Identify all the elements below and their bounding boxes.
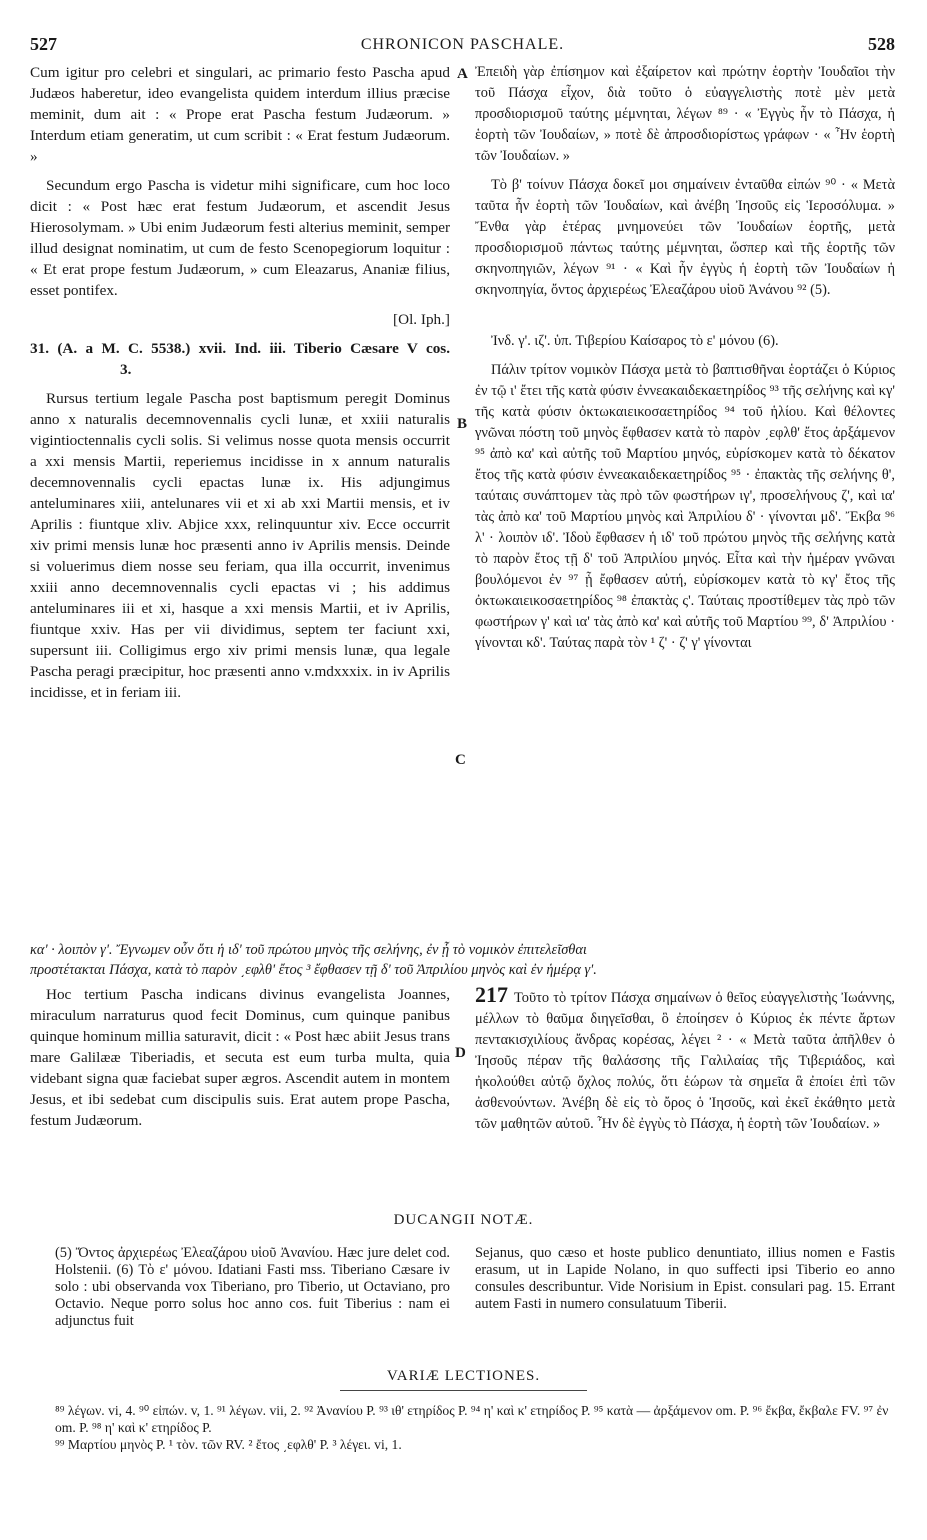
margin-letter-c: C — [455, 752, 466, 768]
margin-letter-d: D — [455, 1045, 466, 1061]
greek-paragraph-1: Ἐπειδὴ γὰρ ἐπίσημον καὶ ἐξαίρετον καὶ πρώτην ἑορτὴν Ἰουδαῖοι τὴν τοῦ Πάσχα εἶχον, διὰ τοῦτο ὁ εὐαγγελιστὴς ποτὲ μὲν μετὰ προσδιορισμοῦ ταύτης μέμνηται, λέγων ⁸⁹ · « Ἐγγὺς ἦν τὸ Πάσχα, ἡ ἑορτὴ τῶν Ἰουδαίων, » ποτὲ δὲ ἀπροσδιορίστως γράφων · « Ἦν ἑορτὴ τῶν Ἰουδαίων. » — [475, 64, 895, 164]
greek-paragraph-2: Τὸ β' τοίνυν Πάσχα δοκεῖ μοι σημαίνειν ἐνταῦθα εἰπών ⁹⁰ · « Μετὰ ταῦτα ἦν ἑορτὴ τῶν Ἰουδαίων, καὶ ἀνέβη Ἰησοῦς εἰς Ἱεροσόλυμα. » Ἔνθα γὰρ ἑτέρας μνημονεύει τῶν Ἰουδαίων ἑορτῆς, μετὰ προσδιορισμοῦ πάντως ταύτης μέμνηται, ὥσπερ καὶ τῆς ἑορτῆς τῶν σκηνοπηγιῶν, λέγων ⁹¹ · « Καὶ ἦν ἐγγὺς ἡ ἑορτὴ τῶν Ἰουδαίων ἡ σκηνοπηγία, ὄντος ἀρχιερέως Ἐλεαζάρου υἱοῦ Ἀνάνου ⁹² (5). — [475, 177, 895, 298]
olympiad-marker: [Ol. Iph.] — [393, 311, 450, 328]
greek-column-lower — [475, 984, 895, 1143]
latin-paragraph-2: Secundum ergo Pascha is videtur mihi significare, cum hoc loco dicit : « Post hæc erat festum Judæorum, et ascendit Jesus Hierosolymam. » Ubi enim Judæorum festi alterius meminit, semper illud designat nominatim, ut cum de festo Scenopegiorum loquitur : « Et erat prope festum Judæorum, » cum Eleazarus, Ananiæ filius, esset pontifex. — [30, 177, 450, 299]
greek-paragraph-4-text: Τοῦτο τὸ τρίτον Πάσχα σημαίνων ὁ θεῖος εὐαγγελιστὴς Ἰωάννης, μέλλων τὸ θαῦμα διηγεῖσθαι, ὃ ἐποίησεν ὁ Κύριος ἐκ πέντε ἄρτων πεντακισχιλίους ἄνδρας κορέσας, λέγει ² · « Μετὰ ταῦτα ἀπῆλθεν ὁ Ἰησοῦς πέραν τῆς θαλάσσης τῆς Γαλιλαίας τῆς Τιβεριάδος, καὶ ἠκολούθει αὐτῷ ὄχλος πολύς, ὅτι ἑώρων τὰ σημεῖα ἃ ἐποίει ἐπὶ τῶν ἀσθενούντων. Ἀνέβη δὲ εἰς τὸ ὄρος ὁ Ἰησοῦς, καὶ ἐκεῖ ἐκάθητο μετὰ τῶν μαθητῶν αὐτοῦ. Ἦν δὲ ἐγγὺς τὸ Πάσχα, ἡ ἑορτὴ τῶν Ἰουδαίων. » — [475, 990, 895, 1132]
latin-entry-heading-text: 31. (A. a M. C. 5538.) xvii. Ind. iii. Tiberio Cæsare V cos. — [30, 340, 450, 357]
page-number-left: 527 — [30, 34, 57, 54]
latin-paragraph-3: Rursus tertium legale Pascha post baptismum peregit Dominus anno x naturalis decemnovennalis cycli lunæ, et xxiii naturalis vigintioctennalis cycli solis. Si velimus nosse quota mensis occurrit a xxi mensis Martii, reperiemus incidisse in x annum naturalis decemnovennalis cycli epactas lunæ ix. His adjungimus anteluminares xiii, antelunares vii et xi ab xxi Martii mensis, et iv Aprilis : fiuntque xliv. Abjice xxx, relinquuntur xiv. Ecce occurrit xiv primi mensis lunæ hoc præsenti anno iv Aprilis mensis. Deinde si voluerimus diem nosse seu feriam, qua illa occurrit, invenimus xxiii anno decemnovennalis cycli epactas vi ; his addimus anteluminares iii et xi, hasque a xxi mensis Martii, et iv Aprilis, fiuntque xxiv. Has per vii dividimus, septem ter faciunt xxi, supersunt iii. Colligimus ergo xiv primi mensis lunæ, qua legale Pascha peragi præcipitur, hoc præsenti anno v.mdxxxix. in iv Aprilis incidisse, et in feriam iii. — [30, 390, 450, 701]
column-number-217: 217 — [475, 982, 508, 1007]
latin-column-upper — [30, 62, 450, 711]
variae-title: VARIÆ LECTIONES. — [386, 1368, 541, 1384]
full-width-line-1: κα' · λοιπὸν γ'. Ἔγνωμεν οὖν ὅτι ἡ ιδ' τοῦ πρώτου μηνὸς τῆς σελήνης, ἐν ᾗ τὸ νομικὸν ἐπιτελεῖσθαι — [30, 942, 587, 958]
variae-rule — [340, 1390, 587, 1391]
greek-paragraph-3: Πάλιν τρίτον νομικὸν Πάσχα μετὰ τὸ βαπτισθῆναι ἑορτάζει ὁ Κύριος ἐν τῷ ι' ἔτει τῆς κατὰ φύσιν ἐννεακαιδεκαετηρίδος ⁹³ τῆς σελήνης καὶ κγ' τῆς κατὰ φύσιν ὀκτωκαιεικοσαετηρίδος ⁹⁴ τοῦ ἡλίου. Καὶ θέλοντες γνῶναι πόστη τοῦ μηνὸς ἔφθασεν κατὰ τὸ παρὸν ͵εφλθ' ἔτος ἀρξάμενον ⁹⁵ ἀπὸ κα' καὶ αὐτῆς τοῦ Μαρτίου μηνός, εὑρίσκομεν κατὰ τὸ δέκατον ἔτος τῆς κατὰ φύσιν ἐννεακαιδεκαετηρίδος ⁹⁵ · ἐπακτὰς τῆς σελήνης θ', ταύταις συνάπτομεν τὰς πρὸ τῶν φωστήρων ιγ', προσελήνους ζ', καὶ ια' τὰς ἀπὸ κα' τοῦ Μαρτίου μηνὸς καὶ Ἀπριλίου δ' · γίνονται μδ'. Ἔκβα ⁹⁶ λ' · λοιπὸν ιδ'. Ἰδοὺ ἔφθασεν ἡ ιδ' τοῦ πρώτου μηνὸς τῆς σελήνης κατὰ τὸ παρὸν ἔτος τῇ δ' τοῦ Ἀπριλίου μηνός. Εἶτα καὶ τὴν ἡμέραν γνῶναι βουλόμενοι ἐν ⁹⁷ ᾗ ἔφθασεν αὐτή, εὑρίσκομεν κατὰ τὸ κγ' ἔτος τῆς ὀκτωκαιεικοσαετηρίδος ⁹⁸ ἐπακτὰς ς'. Ταύταις προστίθεμεν τὰς πρὸ τῶν φωστήρων γ' καὶ ια' τὰς ἀπὸ κα' καὶ αὐτῆς τοῦ Μαρτίου ⁹⁹, δ' Ἀπριλίου · γίνονται κδ'. Ταύτας παρὰ τὸν ¹ ζ' · ζ' γ' γίνονται — [475, 362, 895, 651]
page-number-right: 528 — [868, 34, 895, 54]
greek-entry-heading: Ἰνδ. γ'. ιζ'. ὑπ. Τιβερίου Καίσαρος τὸ ε' μόνου (6). — [491, 333, 779, 349]
latin-paragraph-4: Hoc tertium Pascha indicans divinus evangelista Joannes, miraculum narraturus quod fecit Dominus, cum quinque panibus quinque hominum millia saturavit, dicit : « Post hæc abiit Jesus trans mare Galilææ Tiberiadis, et secuta est eum turba multa, quia videbant signa quæ faciebat super ægros. Ascendit autem in montem Jesus, et ibi sedebat cum discipulis suis. Erat autem prope Pascha, festum Judæorum. — [30, 986, 450, 1129]
notes-left-text: (5) Ὄντος ἀρχιερέως Ἐλεαζάρου υἱοῦ Ἀνανίου. Hæc jure delet cod. Holstenii. (6) Τὸ ε' μόνου. Idatiani Fasti mss. Tiberiano Cæsare iv solo : ubi observanda vox Tiberiano, pro Tiberio, ut Octaviano, pro Octavio. Neque porro solus hoc anno cos. fuit Tiberius : nam ei adjunctus fuit — [55, 1245, 450, 1329]
variae-text — [55, 1402, 895, 1453]
variae-line-2: ⁹⁹ Μαρτίου μηνὸς P. ¹ τὸν. τῶν RV. ² ἔτος ͵εφλθ' P. ³ λέγει. vi, 1. — [55, 1437, 402, 1452]
full-width-greek — [30, 940, 895, 980]
notes-right-text: Sejanus, quo cæso et hoste publico denuntiato, illius nomen e Fastis erasum, ut in Lapide Nolano, in quo suffecti ipsi Tiberio eo anno consules describuntur. Vide Norisium in Epist. consulari pag. 15. Errant autem Fasti in numero consulatuum Tiberii. — [475, 1245, 895, 1312]
page-header — [30, 34, 895, 58]
notes-right-column — [475, 1245, 895, 1313]
notes-title: DUCANGII NOTÆ. — [393, 1212, 534, 1228]
full-width-line-2: προστέτακται Πάσχα, κατὰ τὸ παρὸν ͵εφλθ' ἔτος ³ ἔφθασεν τῇ δ' τοῦ Ἀπριλίου μηνὸς καὶ ἐν ἡμέρᾳ γ'. — [30, 962, 597, 978]
latin-entry-heading — [30, 338, 450, 380]
margin-letter-a: A — [457, 66, 468, 82]
running-title: CHRONICON PASCHALE. — [360, 36, 565, 53]
greek-column-upper — [475, 62, 895, 662]
latin-paragraph-1: Cum igitur pro celebri et singulari, ac primario festo Pascha apud Judæos haberetur, ideo evangelista quidem interdum illius præcise meminit, dum ait : « Prope erat Pascha festum Judæorum. » Interdum etiam generatim, ut cum scribit : « Erat festum Judæorum. » — [30, 64, 450, 165]
greek-paragraph-4 — [475, 984, 895, 1135]
variae-line-1: ⁸⁹ λέγων. vi, 4. ⁹⁰ εἰπών. v, 1. ⁹¹ λέγων. vii, 2. ⁹² Ἀνανίου P. ⁹³ ιθ' ετηρίδος P. ⁹⁴ η' καὶ κ' ετηρίδος P. ⁹⁵ κατὰ — ἀρξάμενον om. P. ⁹⁶ ἔκβα, ἔκβαλε FV. ⁹⁷ ἐν om. P. ⁹⁸ η' καὶ κ' ετηρίδος P. — [55, 1403, 889, 1435]
latin-column-lower — [30, 984, 450, 1139]
notes-left-column — [55, 1245, 450, 1330]
margin-letter-b: B — [457, 416, 468, 432]
latin-entry-number: 3. — [120, 361, 132, 378]
